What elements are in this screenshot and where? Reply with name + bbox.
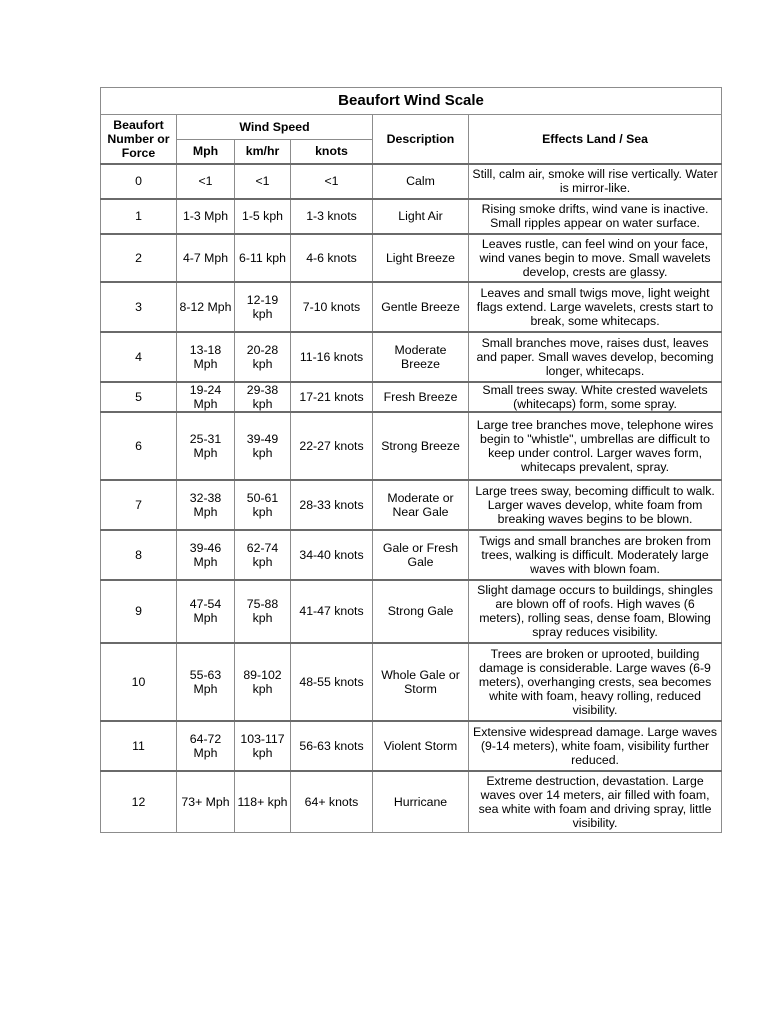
- description-cell: Gale or Fresh Gale: [373, 530, 469, 580]
- knots-cell: <1: [291, 164, 373, 199]
- mph-cell: 1-3 Mph: [177, 199, 235, 234]
- force-cell: 12: [101, 771, 177, 833]
- force-cell: 10: [101, 643, 177, 721]
- description-cell: Light Air: [373, 199, 469, 234]
- effects-cell: Slight damage occurs to buildings, shingles are blown off of roofs. High waves (6 meters), rolling seas, dense foam, Blowing spray reduces visibility.: [469, 580, 722, 643]
- header-mph: Mph: [177, 140, 235, 164]
- knots-cell: 56-63 knots: [291, 721, 373, 771]
- force-cell: 2: [101, 234, 177, 282]
- description-cell: Moderate Breeze: [373, 332, 469, 382]
- table-row: [101, 721, 722, 771]
- effects-cell: Leaves and small twigs move, light weight flags extend. Large wavelets, crests start to break, some whitecaps.: [469, 282, 722, 332]
- knots-cell: 7-10 knots: [291, 282, 373, 332]
- knots-cell: 22-27 knots: [291, 412, 373, 480]
- table-row: [101, 382, 722, 412]
- kph-cell: 29-38 kph: [235, 382, 291, 412]
- knots-cell: 64+ knots: [291, 771, 373, 833]
- effects-cell: Large tree branches move, telephone wires begin to "whistle", umbrellas are difficult to keep under control. Larger waves form, whitecaps prevalent, spray.: [469, 412, 722, 480]
- effects-cell: Still, calm air, smoke will rise vertically. Water is mirror-like.: [469, 164, 722, 199]
- effects-cell: Small branches move, raises dust, leaves and paper. Small waves develop, becoming longer, whitecaps.: [469, 332, 722, 382]
- knots-cell: 41-47 knots: [291, 580, 373, 643]
- effects-cell: Extreme destruction, devastation. Large waves over 14 meters, air filled with foam, sea white with foam and driving spray, little visibility.: [469, 771, 722, 833]
- table-row: [101, 580, 722, 643]
- knots-cell: 11-16 knots: [291, 332, 373, 382]
- mph-cell: 64-72 Mph: [177, 721, 235, 771]
- effects-cell: Large trees sway, becoming difficult to walk. Larger waves develop, white foam from breaking waves begins to be blown.: [469, 480, 722, 530]
- force-cell: 9: [101, 580, 177, 643]
- knots-cell: 4-6 knots: [291, 234, 373, 282]
- effects-cell: Trees are broken or uprooted, building damage is considerable. Large waves (6-9 meters), overhanging crests, sea becomes white with foam, heavy rolling, reduced visibility.: [469, 643, 722, 721]
- force-cell: 3: [101, 282, 177, 332]
- effects-cell: Extensive widespread damage. Large waves (9-14 meters), white foam, visibility further reduced.: [469, 721, 722, 771]
- kph-cell: <1: [235, 164, 291, 199]
- description-cell: Whole Gale or Storm: [373, 643, 469, 721]
- kph-cell: 12-19 kph: [235, 282, 291, 332]
- description-cell: Calm: [373, 164, 469, 199]
- force-cell: 11: [101, 721, 177, 771]
- effects-cell: Leaves rustle, can feel wind on your face, wind vanes begin to move. Small wavelets develop, crests are glassy.: [469, 234, 722, 282]
- mph-cell: 4-7 Mph: [177, 234, 235, 282]
- table-title: Beaufort Wind Scale: [101, 88, 722, 115]
- table-row: [101, 643, 722, 721]
- beaufort-scale-table: [100, 87, 722, 833]
- kph-cell: 75-88 kph: [235, 580, 291, 643]
- effects-cell: Small trees sway. White crested wavelets (whitecaps) form, some spray.: [469, 382, 722, 412]
- force-cell: 0: [101, 164, 177, 199]
- description-cell: Light Breeze: [373, 234, 469, 282]
- knots-cell: 28-33 knots: [291, 480, 373, 530]
- description-cell: Fresh Breeze: [373, 382, 469, 412]
- kph-cell: 89-102 kph: [235, 643, 291, 721]
- description-cell: Strong Gale: [373, 580, 469, 643]
- mph-cell: 55-63 Mph: [177, 643, 235, 721]
- header-effects: Effects Land / Sea: [469, 115, 722, 164]
- header-description: Description: [373, 115, 469, 164]
- knots-cell: 34-40 knots: [291, 530, 373, 580]
- header-force: Beaufort Number or Force: [101, 115, 177, 164]
- mph-cell: 13-18 Mph: [177, 332, 235, 382]
- description-cell: Gentle Breeze: [373, 282, 469, 332]
- mph-cell: <1: [177, 164, 235, 199]
- header-knots: knots: [291, 140, 373, 164]
- table-row: [101, 412, 722, 480]
- table-row: [101, 771, 722, 833]
- description-cell: Violent Storm: [373, 721, 469, 771]
- kph-cell: 50-61 kph: [235, 480, 291, 530]
- table-row: [101, 282, 722, 332]
- mph-cell: 39-46 Mph: [177, 530, 235, 580]
- kph-cell: 118+ kph: [235, 771, 291, 833]
- header-kmhr: km/hr: [235, 140, 291, 164]
- force-cell: 7: [101, 480, 177, 530]
- kph-cell: 6-11 kph: [235, 234, 291, 282]
- knots-cell: 48-55 knots: [291, 643, 373, 721]
- kph-cell: 39-49 kph: [235, 412, 291, 480]
- force-cell: 1: [101, 199, 177, 234]
- header-wind-speed: Wind Speed: [177, 115, 373, 140]
- table-row: [101, 480, 722, 530]
- force-cell: 8: [101, 530, 177, 580]
- knots-cell: 1-3 knots: [291, 199, 373, 234]
- mph-cell: 47-54 Mph: [177, 580, 235, 643]
- mph-cell: 73+ Mph: [177, 771, 235, 833]
- mph-cell: 8-12 Mph: [177, 282, 235, 332]
- force-cell: 4: [101, 332, 177, 382]
- kph-cell: 20-28 kph: [235, 332, 291, 382]
- table-row: [101, 234, 722, 282]
- effects-cell: Rising smoke drifts, wind vane is inactive. Small ripples appear on water surface.: [469, 199, 722, 234]
- kph-cell: 62-74 kph: [235, 530, 291, 580]
- description-cell: Moderate or Near Gale: [373, 480, 469, 530]
- force-cell: 5: [101, 382, 177, 412]
- mph-cell: 25-31 Mph: [177, 412, 235, 480]
- table-row: [101, 199, 722, 234]
- table-row: [101, 164, 722, 199]
- kph-cell: 103-117 kph: [235, 721, 291, 771]
- kph-cell: 1-5 kph: [235, 199, 291, 234]
- description-cell: Strong Breeze: [373, 412, 469, 480]
- effects-cell: Twigs and small branches are broken from trees, walking is difficult. Moderately large waves with blown foam.: [469, 530, 722, 580]
- knots-cell: 17-21 knots: [291, 382, 373, 412]
- force-cell: 6: [101, 412, 177, 480]
- table-row: [101, 530, 722, 580]
- table-row: [101, 332, 722, 382]
- table-body: [101, 164, 722, 833]
- mph-cell: 32-38 Mph: [177, 480, 235, 530]
- description-cell: Hurricane: [373, 771, 469, 833]
- mph-cell: 19-24 Mph: [177, 382, 235, 412]
